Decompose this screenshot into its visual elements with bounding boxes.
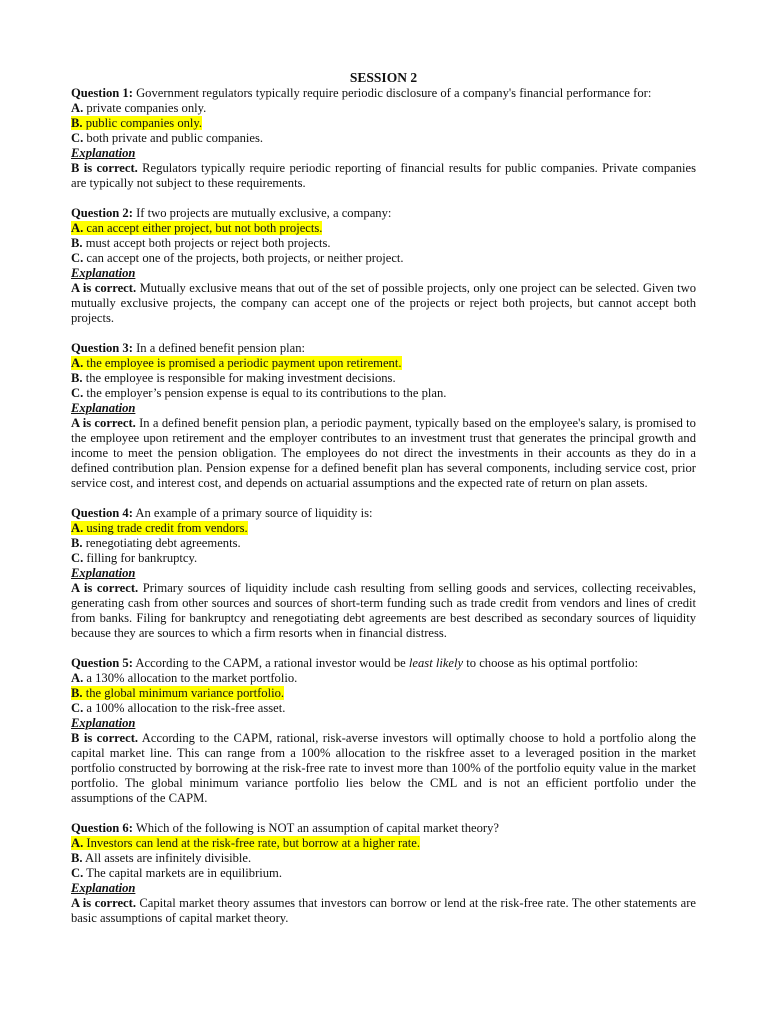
question-label: Question 1: [71,86,133,100]
option-text: can accept either project, but not both projects. [83,221,323,235]
option-letter: B. [71,536,83,550]
question-stem: Government regulators typically require periodic disclosure of a company's financial performance for: [132,86,652,100]
answer-label: A is correct. [71,416,136,430]
answer-option [71,236,696,251]
question-stem: In a defined benefit pension plan: [132,341,305,355]
option-body [71,866,282,880]
option-letter: A. [71,221,84,235]
explanation-text [71,161,696,191]
explanation-text [71,731,696,806]
option-letter: B. [71,236,83,250]
question-label: Question 5: [71,656,133,670]
option-text: the employee is responsible for making investment decisions. [82,371,396,385]
question-block [71,506,696,641]
option-letter: B. [71,851,83,865]
explanation-heading: Explanation [71,401,136,415]
option-letter: A. [71,101,84,115]
option-text: the employer’s pension expense is equal to its contributions to the plan. [83,386,447,400]
option-text: Investors can lend at the risk-free rate, but borrow at a higher rate. [83,836,420,850]
question-label: Question 3: [71,341,133,355]
question-block [71,656,696,806]
answer-option [71,356,696,371]
option-body [71,701,285,715]
question-block [71,86,696,191]
option-letter: A. [71,521,84,535]
answer-option [71,536,696,551]
explanation-body: According to the CAPM, rational, risk-averse investors will optimally choose to hold a portfolio along the capital market line. This can range from a 100% allocation to the riskfree asset to a leveraged position in the market portfolio constructed by borrowing at the risk-free rate to invest more than 100% of the portfolio equity value in the market portfolio. The global minimum variance portfolio lies below the CML and is not an efficient portfolio under the assumptions of the CAPM. [71,731,696,805]
option-body [71,851,251,865]
option-text: the employee is promised a periodic payment upon retirement. [83,356,402,370]
option-body [71,101,206,115]
explanation-heading: Explanation [71,716,136,730]
answer-label: B is correct. [71,731,139,745]
question-text [71,506,696,521]
question-stem: Which of the following is NOT an assumption of capital market theory? [132,821,500,835]
option-letter: C. [71,131,84,145]
question-block [71,341,696,491]
question-block [71,821,696,926]
explanation-body: Capital market theory assumes that investors can borrow or lend at the risk-free rate. The other statements are basic assumptions of capital market theory. [71,896,696,925]
option-letter: A. [71,836,84,850]
explanation-body: Primary sources of liquidity include cash resulting from selling goods and services, collecting receivables, generating cash from other sources and sources of short-term funding such as trade credit from vendors and lines of credit from banks. Filing for bankruptcy and renegotiating debt agreements are best described as secondary sources of liquidity because they are sources to which a firm resorts when in financial distress. [71,581,696,640]
option-letter: C. [71,701,84,715]
explanation-heading: Explanation [71,566,136,580]
highlighted-answer [71,356,402,370]
answer-label: B is correct. [71,161,138,175]
answer-option [71,551,696,566]
answer-label: A is correct. [71,581,139,595]
explanation-text [71,416,696,491]
question-text [71,86,696,101]
option-body [71,536,241,550]
answer-option [71,371,696,386]
question-label: Question 6: [71,821,133,835]
question-block [71,206,696,326]
option-body [71,371,396,385]
explanation-text [71,896,696,926]
answer-option [71,251,696,266]
question-stem: If two projects are mutually exclusive, a company: [132,206,392,220]
answer-option [71,836,696,851]
answer-option [71,131,696,146]
question-text [71,206,696,221]
highlighted-answer [71,521,248,535]
option-text: a 100% allocation to the risk-free asset. [83,701,286,715]
option-letter: B. [71,116,83,130]
answer-option [71,116,696,131]
option-body [71,671,297,685]
answer-label: A is correct. [71,896,136,910]
option-text: the global minimum variance portfolio. [82,686,285,700]
question-stem: According to the CAPM, a rational investor would be [132,656,409,670]
option-letter: C. [71,866,84,880]
option-text: renegotiating debt agreements. [82,536,241,550]
explanation-body: Regulators typically require periodic reporting of financial results for public companies. Private companies are typically not subject to these requirements. [71,161,696,190]
answer-option [71,221,696,236]
answer-option [71,521,696,536]
option-letter: C. [71,551,84,565]
option-body [71,251,404,265]
option-letter: A. [71,356,84,370]
highlighted-answer [71,686,284,700]
option-text: The capital markets are in equilibrium. [83,866,283,880]
option-text: filling for bankruptcy. [83,551,198,565]
question-text [71,341,696,356]
question-list [71,86,696,926]
option-text: using trade credit from vendors. [83,521,248,535]
question-text [71,821,696,836]
option-letter: C. [71,251,84,265]
option-letter: B. [71,686,83,700]
answer-option [71,671,696,686]
option-letter: A. [71,671,84,685]
highlighted-answer [71,221,322,235]
explanation-text [71,281,696,326]
answer-label: A is correct. [71,281,137,295]
explanation-heading: Explanation [71,266,136,280]
explanation-body: In a defined benefit pension plan, a periodic payment, typically based on the employee's salary, is promised to the employee upon retirement and the employer contributes to an investment trust that generates the principal growth and income to meet the pension obligation. The employees do not direct the investments in their accounts as they do in a defined contribution plan. Pension expense for a defined benefit plan has several components, including service cost, prior service cost, and interest cost, and depends on actuarial assumptions and the expected rate of return on plan assets. [71,416,696,490]
option-text: both private and public companies. [83,131,264,145]
option-body [71,386,446,400]
explanation-heading: Explanation [71,881,136,895]
question-stem: An example of a primary source of liquidity is: [132,506,373,520]
option-body [71,551,197,565]
answer-option [71,686,696,701]
question-label: Question 4: [71,506,133,520]
highlighted-answer [71,836,420,850]
question-text [71,656,696,671]
answer-option [71,701,696,716]
question-label: Question 2: [71,206,133,220]
option-body [71,131,263,145]
option-text: can accept one of the projects, both projects, or neither project. [83,251,404,265]
question-emphasis: least likely [408,656,464,670]
highlighted-answer [71,116,202,130]
option-letter: C. [71,386,84,400]
option-letter: B. [71,371,83,385]
option-text: private companies only. [83,101,207,115]
answer-option [71,101,696,116]
option-body [71,236,331,250]
option-text: must accept both projects or reject both projects. [82,236,331,250]
answer-option [71,851,696,866]
option-text: public companies only. [82,116,203,130]
option-text: All assets are infinitely divisible. [82,851,252,865]
explanation-text [71,581,696,641]
session-title: SESSION 2 [349,70,418,85]
option-text: a 130% allocation to the market portfolio. [83,671,298,685]
answer-option [71,866,696,881]
explanation-heading: Explanation [71,146,136,160]
explanation-body: Mutually exclusive means that out of the set of possible projects, only one project can be selected. Given two mutually exclusive projects, the company can accept one of the projects or reject both projects, but cannot accept both projects. [71,281,696,325]
answer-option [71,386,696,401]
question-stem-end: to choose as his optimal portfolio: [463,656,639,670]
